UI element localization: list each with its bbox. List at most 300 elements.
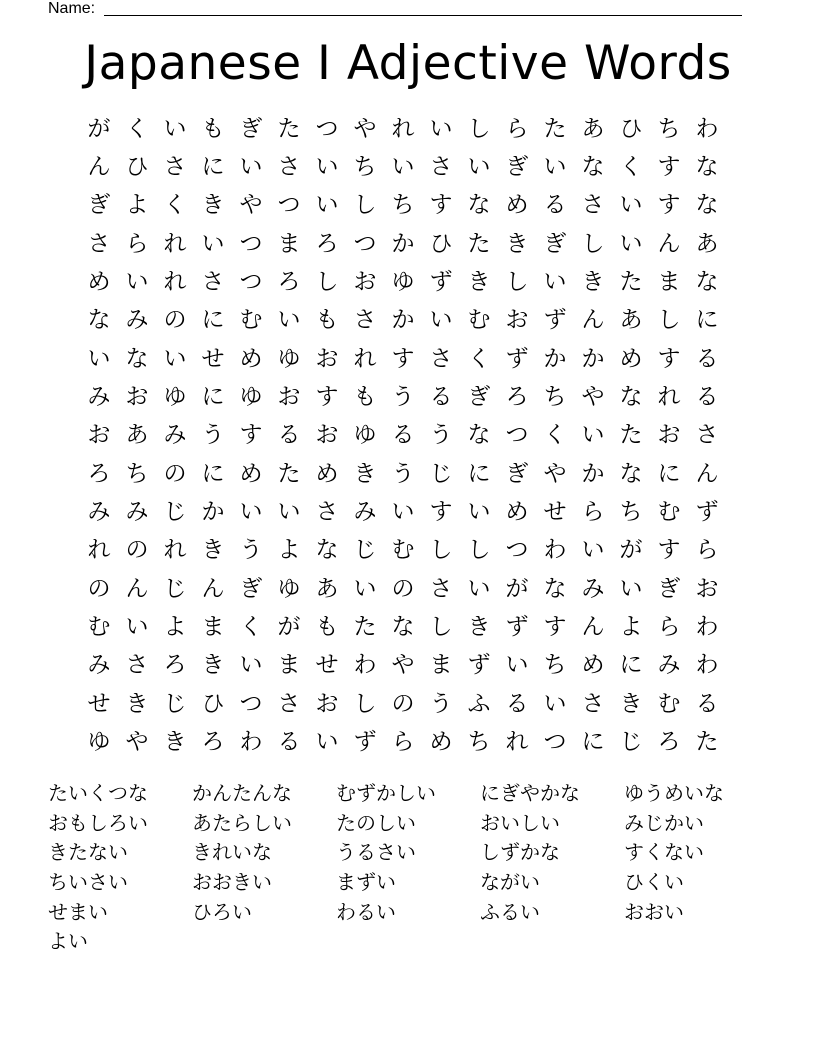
grid-cell: い <box>163 115 187 142</box>
grid-cell: ん <box>87 154 111 181</box>
grid-cell: う <box>429 422 453 449</box>
grid-cell: が <box>619 537 643 564</box>
grid-cell: お <box>657 422 681 449</box>
grid-cell: る <box>543 192 567 219</box>
grid-cell: す <box>429 499 453 526</box>
grid-cell: の <box>163 460 187 487</box>
grid-cell: か <box>201 499 225 526</box>
grid-cell: さ <box>201 269 225 296</box>
word-bank-item: ながい <box>480 870 540 895</box>
grid-cell: た <box>277 460 301 487</box>
grid-cell: ら <box>657 614 681 641</box>
grid-cell: め <box>315 460 339 487</box>
word-bank-item: しずかな <box>480 840 560 865</box>
grid-cell: む <box>239 307 263 334</box>
grid-cell: や <box>353 115 377 142</box>
grid-cell: が <box>505 575 529 602</box>
grid-cell: わ <box>543 537 567 564</box>
grid-cell: た <box>353 614 377 641</box>
grid-cell: に <box>581 729 605 756</box>
grid-cell: み <box>657 652 681 679</box>
grid-cell: き <box>505 230 529 257</box>
grid-cell: つ <box>277 192 301 219</box>
grid-cell: さ <box>277 154 301 181</box>
grid-cell: の <box>125 537 149 564</box>
letter-grid <box>80 110 726 764</box>
grid-cell: あ <box>695 230 719 257</box>
grid-cell: い <box>391 499 415 526</box>
grid-cell: め <box>505 192 529 219</box>
grid-cell: す <box>315 384 339 411</box>
grid-cell: な <box>467 192 491 219</box>
grid-cell: る <box>695 345 719 372</box>
grid-cell: ち <box>543 652 567 679</box>
grid-cell: ろ <box>277 269 301 296</box>
grid-cell: き <box>201 537 225 564</box>
grid-cell: ち <box>467 729 491 756</box>
word-bank-item: ちいさい <box>48 870 128 895</box>
word-bank-item: わるい <box>336 899 396 924</box>
grid-cell: し <box>353 690 377 717</box>
word-bank-item: ひくい <box>624 870 684 895</box>
grid-cell: ゆ <box>353 422 377 449</box>
grid-cell: ん <box>581 614 605 641</box>
grid-cell: ら <box>581 499 605 526</box>
grid-cell: い <box>581 537 605 564</box>
grid-cell: に <box>467 460 491 487</box>
grid-cell: み <box>125 499 149 526</box>
grid-cell: に <box>657 460 681 487</box>
grid-cell: い <box>87 345 111 372</box>
grid-cell: ず <box>353 729 377 756</box>
grid-cell: め <box>619 345 643 372</box>
grid-cell: る <box>695 384 719 411</box>
grid-cell: じ <box>353 537 377 564</box>
grid-cell: じ <box>163 499 187 526</box>
word-bank-item: みじかい <box>624 810 704 835</box>
grid-cell: た <box>695 729 719 756</box>
grid-cell: つ <box>505 537 529 564</box>
grid-cell: さ <box>277 690 301 717</box>
grid-cell: さ <box>581 690 605 717</box>
grid-cell: あ <box>125 422 149 449</box>
grid-cell: か <box>581 460 605 487</box>
grid-cell: ぎ <box>505 460 529 487</box>
grid-cell: さ <box>429 154 453 181</box>
grid-cell: め <box>239 345 263 372</box>
grid-cell: や <box>125 729 149 756</box>
grid-cell: お <box>353 269 377 296</box>
grid-cell: な <box>315 537 339 564</box>
grid-cell: き <box>581 269 605 296</box>
grid-cell: さ <box>125 652 149 679</box>
grid-cell: じ <box>163 690 187 717</box>
grid-cell: よ <box>125 192 149 219</box>
grid-cell: ぎ <box>239 575 263 602</box>
grid-cell: う <box>391 384 415 411</box>
grid-cell: に <box>201 307 225 334</box>
grid-cell: れ <box>505 729 529 756</box>
word-bank-item: ふるい <box>480 899 540 924</box>
word-bank-item: きれいな <box>192 840 272 865</box>
grid-cell: ゆ <box>277 575 301 602</box>
grid-cell: ぎ <box>657 575 681 602</box>
word-bank-item: たいくつな <box>48 781 148 805</box>
grid-cell: い <box>163 345 187 372</box>
grid-cell: に <box>695 307 719 334</box>
grid-cell: ゆ <box>239 384 263 411</box>
grid-cell: あ <box>581 115 605 142</box>
grid-cell: い <box>315 729 339 756</box>
grid-cell: し <box>429 614 453 641</box>
grid-cell: じ <box>619 729 643 756</box>
grid-cell: ら <box>505 115 529 142</box>
grid-cell: れ <box>391 115 415 142</box>
grid-cell: い <box>201 230 225 257</box>
grid-cell: れ <box>353 345 377 372</box>
word-bank-item: あたらしい <box>192 810 292 835</box>
word-bank-item: ゆうめいな <box>624 781 724 805</box>
word-bank-item: たのしい <box>336 810 416 835</box>
grid-cell: あ <box>315 575 339 602</box>
grid-cell: い <box>353 575 377 602</box>
grid-cell: ま <box>277 652 301 679</box>
grid-cell: い <box>429 115 453 142</box>
grid-cell: じ <box>429 460 453 487</box>
word-bank-item: せまい <box>48 899 108 924</box>
grid-cell: ち <box>391 192 415 219</box>
grid-cell: の <box>391 575 415 602</box>
grid-cell: し <box>657 307 681 334</box>
grid-cell: た <box>467 230 491 257</box>
grid-cell: ゆ <box>163 384 187 411</box>
grid-cell: あ <box>619 307 643 334</box>
grid-cell: ち <box>125 460 149 487</box>
grid-cell: く <box>467 345 491 372</box>
grid-cell: さ <box>695 422 719 449</box>
grid-cell: い <box>239 154 263 181</box>
grid-cell: め <box>581 652 605 679</box>
grid-cell: ろ <box>163 652 187 679</box>
word-bank-item: かんたんな <box>192 781 292 805</box>
grid-cell: ひ <box>201 690 225 717</box>
grid-cell: う <box>201 422 225 449</box>
grid-cell: ぎ <box>467 384 491 411</box>
grid-cell: せ <box>201 345 225 372</box>
grid-cell: わ <box>353 652 377 679</box>
grid-cell: か <box>391 307 415 334</box>
grid-cell: さ <box>87 230 111 257</box>
grid-cell: や <box>581 384 605 411</box>
grid-cell: さ <box>581 192 605 219</box>
grid-cell: な <box>695 269 719 296</box>
grid-cell: み <box>87 384 111 411</box>
grid-cell: ず <box>505 614 529 641</box>
name-field <box>48 0 742 18</box>
grid-cell: す <box>239 422 263 449</box>
grid-cell: か <box>543 345 567 372</box>
grid-cell: つ <box>239 269 263 296</box>
grid-cell: ひ <box>619 115 643 142</box>
grid-cell: な <box>619 460 643 487</box>
grid-cell: い <box>315 154 339 181</box>
grid-cell: さ <box>315 499 339 526</box>
grid-cell: ま <box>429 652 453 679</box>
grid-cell: な <box>695 192 719 219</box>
word-bank-item: うるさい <box>336 840 416 865</box>
grid-cell: ん <box>657 230 681 257</box>
grid-cell: し <box>505 269 529 296</box>
grid-cell: る <box>391 422 415 449</box>
grid-cell: く <box>239 614 263 641</box>
grid-cell: や <box>391 652 415 679</box>
grid-cell: い <box>277 307 301 334</box>
grid-cell: い <box>619 230 643 257</box>
grid-cell: な <box>581 154 605 181</box>
grid-cell: む <box>467 307 491 334</box>
grid-cell: な <box>391 614 415 641</box>
grid-cell: さ <box>353 307 377 334</box>
grid-cell: ち <box>657 115 681 142</box>
grid-cell: ふ <box>467 690 491 717</box>
grid-cell: な <box>467 422 491 449</box>
grid-cell: れ <box>163 230 187 257</box>
grid-cell: い <box>543 154 567 181</box>
grid-cell: う <box>239 537 263 564</box>
grid-cell: せ <box>543 499 567 526</box>
word-bank-item: よい <box>48 929 88 954</box>
grid-cell: が <box>87 115 111 142</box>
grid-cell: み <box>163 422 187 449</box>
grid-cell: ひ <box>125 154 149 181</box>
grid-cell: ん <box>581 307 605 334</box>
grid-cell: き <box>467 614 491 641</box>
grid-cell: か <box>581 345 605 372</box>
grid-cell: い <box>505 652 529 679</box>
grid-cell: ま <box>277 230 301 257</box>
grid-cell: ゆ <box>391 269 415 296</box>
grid-cell: わ <box>695 614 719 641</box>
grid-cell: い <box>467 575 491 602</box>
grid-cell: う <box>429 690 453 717</box>
grid-cell: や <box>239 192 263 219</box>
grid-cell: き <box>353 460 377 487</box>
grid-cell: い <box>543 269 567 296</box>
grid-cell: も <box>315 614 339 641</box>
grid-cell: す <box>657 537 681 564</box>
grid-cell: に <box>619 652 643 679</box>
grid-cell: し <box>467 537 491 564</box>
grid-cell: ぎ <box>239 115 263 142</box>
grid-cell: い <box>277 499 301 526</box>
grid-cell: み <box>353 499 377 526</box>
grid-cell: し <box>581 230 605 257</box>
grid-cell: に <box>201 460 225 487</box>
grid-cell: ち <box>619 499 643 526</box>
grid-cell: も <box>315 307 339 334</box>
grid-cell: ら <box>391 729 415 756</box>
word-bank-item: むずかしい <box>336 781 436 805</box>
grid-cell: き <box>467 269 491 296</box>
grid-cell: た <box>619 422 643 449</box>
grid-cell: ぎ <box>543 230 567 257</box>
grid-cell: め <box>505 499 529 526</box>
grid-cell: ら <box>125 230 149 257</box>
word-bank-item: おもしろい <box>48 810 148 835</box>
grid-cell: う <box>391 460 415 487</box>
grid-cell: ぎ <box>505 154 529 181</box>
grid-cell: ま <box>657 269 681 296</box>
grid-cell: の <box>163 307 187 334</box>
grid-cell: む <box>657 690 681 717</box>
grid-cell: ん <box>695 460 719 487</box>
grid-cell: れ <box>163 269 187 296</box>
word-bank-item: おいしい <box>480 810 560 835</box>
grid-cell: み <box>581 575 605 602</box>
grid-cell: つ <box>315 115 339 142</box>
grid-cell: ず <box>543 307 567 334</box>
grid-cell: ち <box>353 154 377 181</box>
name-underline <box>104 15 742 16</box>
grid-cell: ず <box>505 345 529 372</box>
grid-cell: お <box>87 422 111 449</box>
grid-cell: い <box>239 499 263 526</box>
grid-cell: た <box>543 115 567 142</box>
grid-cell: い <box>581 422 605 449</box>
grid-cell: い <box>543 690 567 717</box>
grid-cell: な <box>87 307 111 334</box>
grid-cell: む <box>657 499 681 526</box>
grid-cell: お <box>505 307 529 334</box>
word-bank-item: すくない <box>624 840 704 865</box>
grid-cell: ず <box>467 652 491 679</box>
grid-cell: め <box>239 460 263 487</box>
grid-cell: く <box>619 154 643 181</box>
page-title: Japanese I Adjective Words <box>84 36 732 91</box>
grid-cell: す <box>657 345 681 372</box>
grid-cell: ろ <box>657 729 681 756</box>
grid-cell: さ <box>429 575 453 602</box>
grid-cell: す <box>657 192 681 219</box>
grid-cell: ろ <box>505 384 529 411</box>
grid-cell: き <box>201 652 225 679</box>
grid-cell: お <box>277 384 301 411</box>
grid-cell: さ <box>429 345 453 372</box>
grid-cell: つ <box>353 230 377 257</box>
grid-cell: に <box>201 384 225 411</box>
word-bank <box>48 779 768 957</box>
grid-cell: る <box>695 690 719 717</box>
grid-cell: る <box>277 729 301 756</box>
grid-cell: し <box>467 115 491 142</box>
grid-cell: な <box>619 384 643 411</box>
grid-cell: す <box>657 154 681 181</box>
grid-cell: よ <box>619 614 643 641</box>
grid-cell: わ <box>695 115 719 142</box>
grid-cell: も <box>353 384 377 411</box>
grid-cell: ず <box>429 269 453 296</box>
grid-cell: れ <box>163 537 187 564</box>
name-label: Name: <box>48 0 96 17</box>
grid-cell: せ <box>315 652 339 679</box>
grid-cell: ち <box>543 384 567 411</box>
grid-cell: き <box>619 690 643 717</box>
grid-cell: お <box>315 345 339 372</box>
grid-cell: つ <box>239 230 263 257</box>
grid-cell: く <box>543 422 567 449</box>
grid-cell: つ <box>239 690 263 717</box>
grid-cell: に <box>201 154 225 181</box>
grid-cell: い <box>467 154 491 181</box>
grid-cell: い <box>619 575 643 602</box>
grid-cell: め <box>429 729 453 756</box>
grid-cell: せ <box>87 690 111 717</box>
grid-cell: よ <box>163 614 187 641</box>
grid-cell: の <box>87 575 111 602</box>
grid-cell: し <box>353 192 377 219</box>
grid-cell: み <box>87 499 111 526</box>
grid-cell: ひ <box>429 230 453 257</box>
grid-cell: い <box>619 192 643 219</box>
word-bank-item: おおい <box>624 899 684 924</box>
grid-cell: さ <box>163 154 187 181</box>
grid-cell: る <box>505 690 529 717</box>
grid-cell: た <box>277 115 301 142</box>
grid-cell: な <box>695 154 719 181</box>
word-bank-item: おおきい <box>192 870 272 895</box>
grid-cell: ず <box>695 499 719 526</box>
grid-cell: つ <box>543 729 567 756</box>
grid-cell: い <box>239 652 263 679</box>
grid-cell: お <box>315 690 339 717</box>
grid-cell: い <box>315 192 339 219</box>
grid-cell: き <box>163 729 187 756</box>
grid-cell: か <box>391 230 415 257</box>
grid-cell: ゆ <box>277 345 301 372</box>
grid-cell: く <box>163 192 187 219</box>
grid-cell: る <box>429 384 453 411</box>
grid-cell: れ <box>657 384 681 411</box>
grid-cell: も <box>201 115 225 142</box>
grid-cell: の <box>391 690 415 717</box>
grid-cell: ゆ <box>87 729 111 756</box>
grid-cell: ん <box>201 575 225 602</box>
grid-cell: み <box>87 652 111 679</box>
grid-cell: き <box>201 192 225 219</box>
grid-cell: ま <box>201 614 225 641</box>
grid-cell: ん <box>125 575 149 602</box>
grid-cell: な <box>543 575 567 602</box>
grid-cell: む <box>391 537 415 564</box>
word-bank-item: にぎやかな <box>480 781 580 805</box>
grid-cell: ろ <box>201 729 225 756</box>
grid-cell: よ <box>277 537 301 564</box>
grid-cell: し <box>429 537 453 564</box>
grid-cell: い <box>391 154 415 181</box>
grid-cell: す <box>429 192 453 219</box>
grid-cell: お <box>695 575 719 602</box>
grid-cell: な <box>125 345 149 372</box>
grid-cell: れ <box>87 537 111 564</box>
grid-cell: る <box>277 422 301 449</box>
grid-cell: く <box>125 115 149 142</box>
grid-cell: ぎ <box>87 192 111 219</box>
grid-cell: じ <box>163 575 187 602</box>
grid-cell: ろ <box>87 460 111 487</box>
word-bank-item: ひろい <box>192 899 252 924</box>
grid-cell: ろ <box>315 230 339 257</box>
grid-cell: し <box>315 269 339 296</box>
